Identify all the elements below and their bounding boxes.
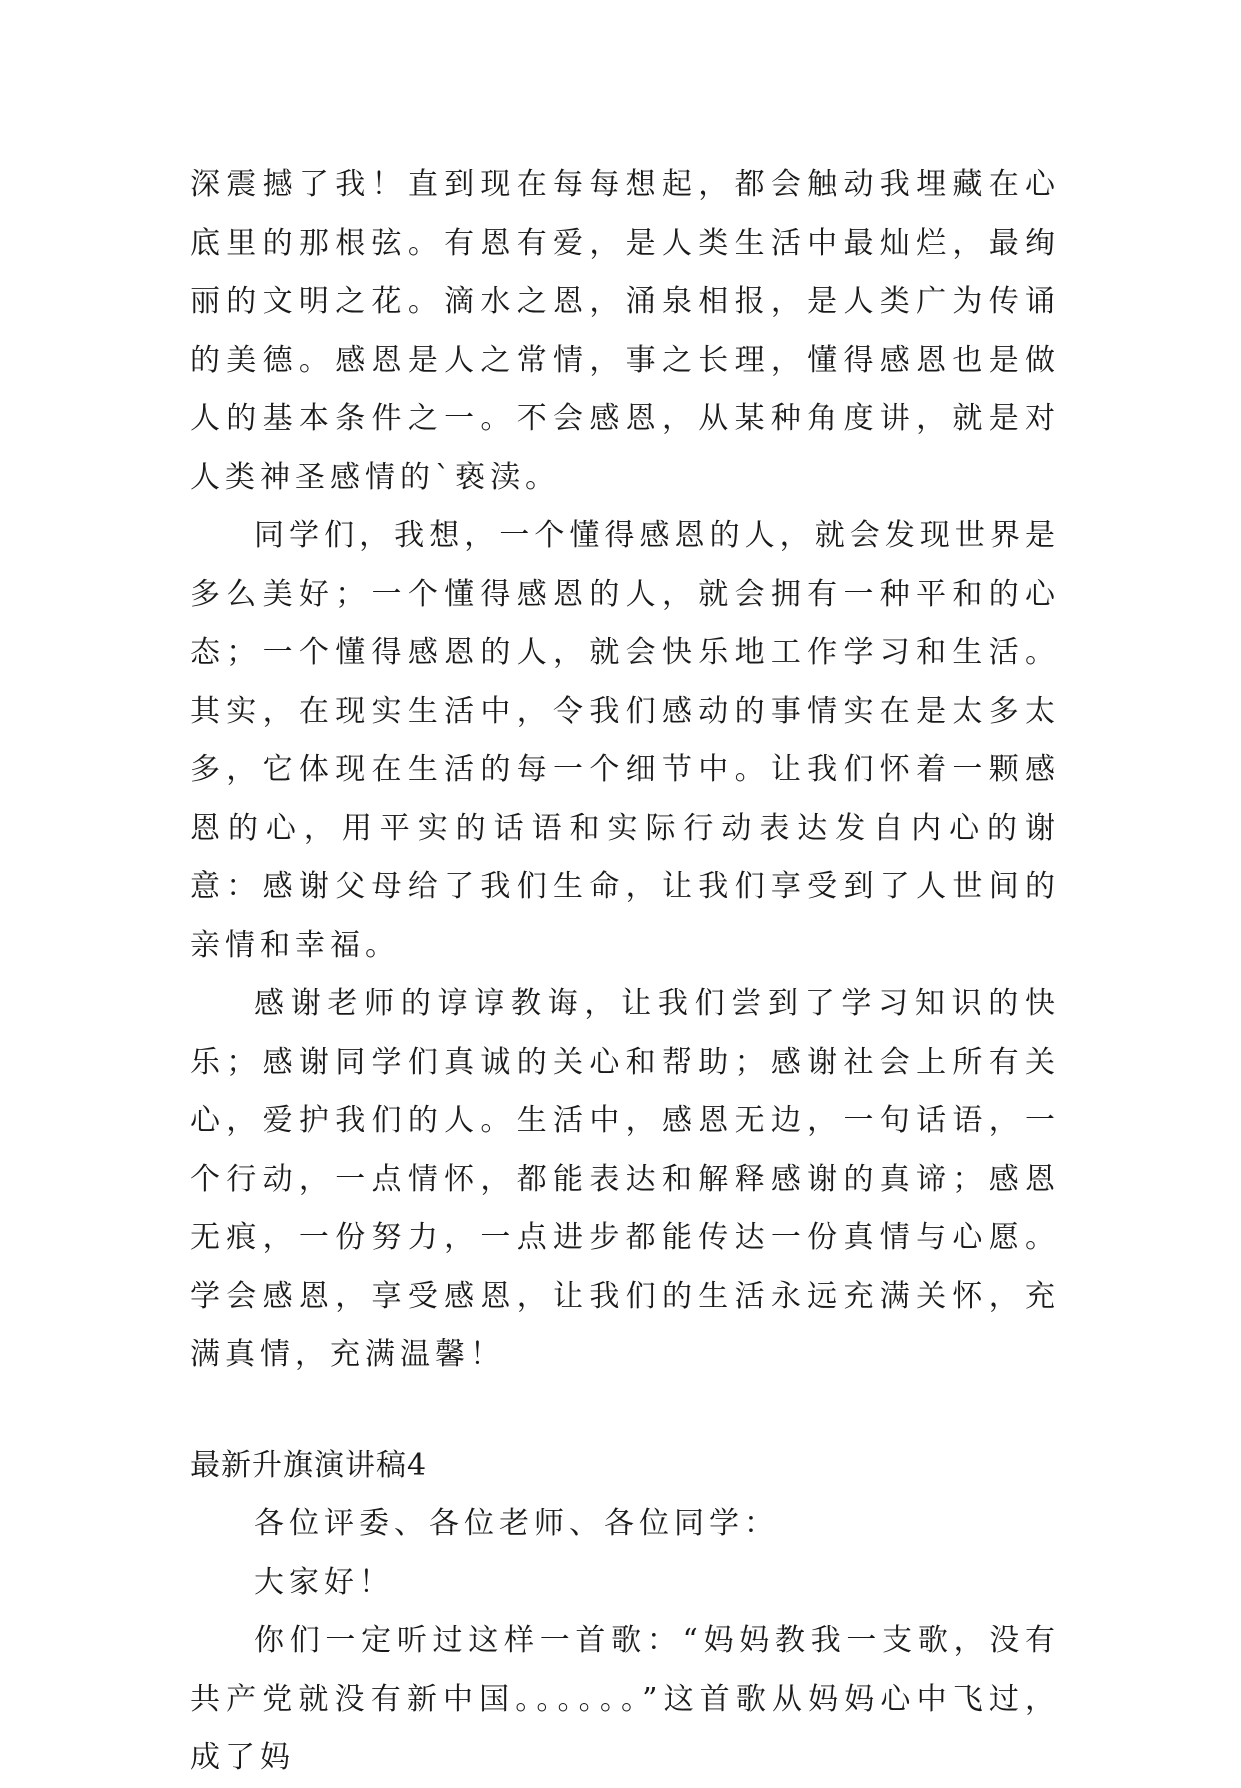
document-body [190,156,1060,1788]
paragraph-gratitude-continued: 深震撼了我！直到现在每每想起，都会触动我埋藏在心底里的那根弦。有恩有爱，是人类生活中最灿烂，最绚丽的文明之花。滴水之恩，涌泉相报，是人类广为传诵的美德。感恩是人之常情，事之长理，懂得感恩也是做人的基本条件之一。不会感恩，从某种角度讲，就是对人类神圣感情的`亵渎。 [190,167,1060,495]
paragraph-classmates: 同学们，我想，一个懂得感恩的人，就会发现世界是多么美好；一个懂得感恩的人，就会拥有一种平和的心态；一个懂得感恩的人，就会快乐地工作学习和生活。其实，在现实生活中，令我们感动的事情实在是太多太多，它体现在生活的每一个细节中。让我们怀着一颗感恩的心，用平实的话语和实际行动表达发自内心的谢意：感谢父母给了我们生命，让我们享受到了人世间的亲情和幸福。 [190,518,1060,963]
greeting: 大家好！ [254,1564,394,1600]
section-title: 最新升旗演讲稿4 [190,1447,428,1483]
salutation: 各位评委、各位老师、各位同学： [254,1506,779,1541]
paragraph-song: 你们一定听过这样一首歌：“妈妈教我一支歌，没有共产党就没有新中国。。。。。。”这首歌从妈妈心中飞过，成了妈 [190,1623,1060,1775]
paragraph-thank-teachers: 感谢老师的谆谆教诲，让我们尝到了学习知识的快乐；感谢同学们真诚的关心和帮助；感谢社会上所有关心，爱护我们的人。生活中，感恩无边，一句话语，一个行动，一点情怀，都能表达和解释感谢的真谛；感恩无痕，一份努力，一点进步都能传达一份真情与心愿。学会感恩，享受感恩，让我们的生活永远充满关怀，充满真情，充满温馨！ [190,986,1060,1372]
